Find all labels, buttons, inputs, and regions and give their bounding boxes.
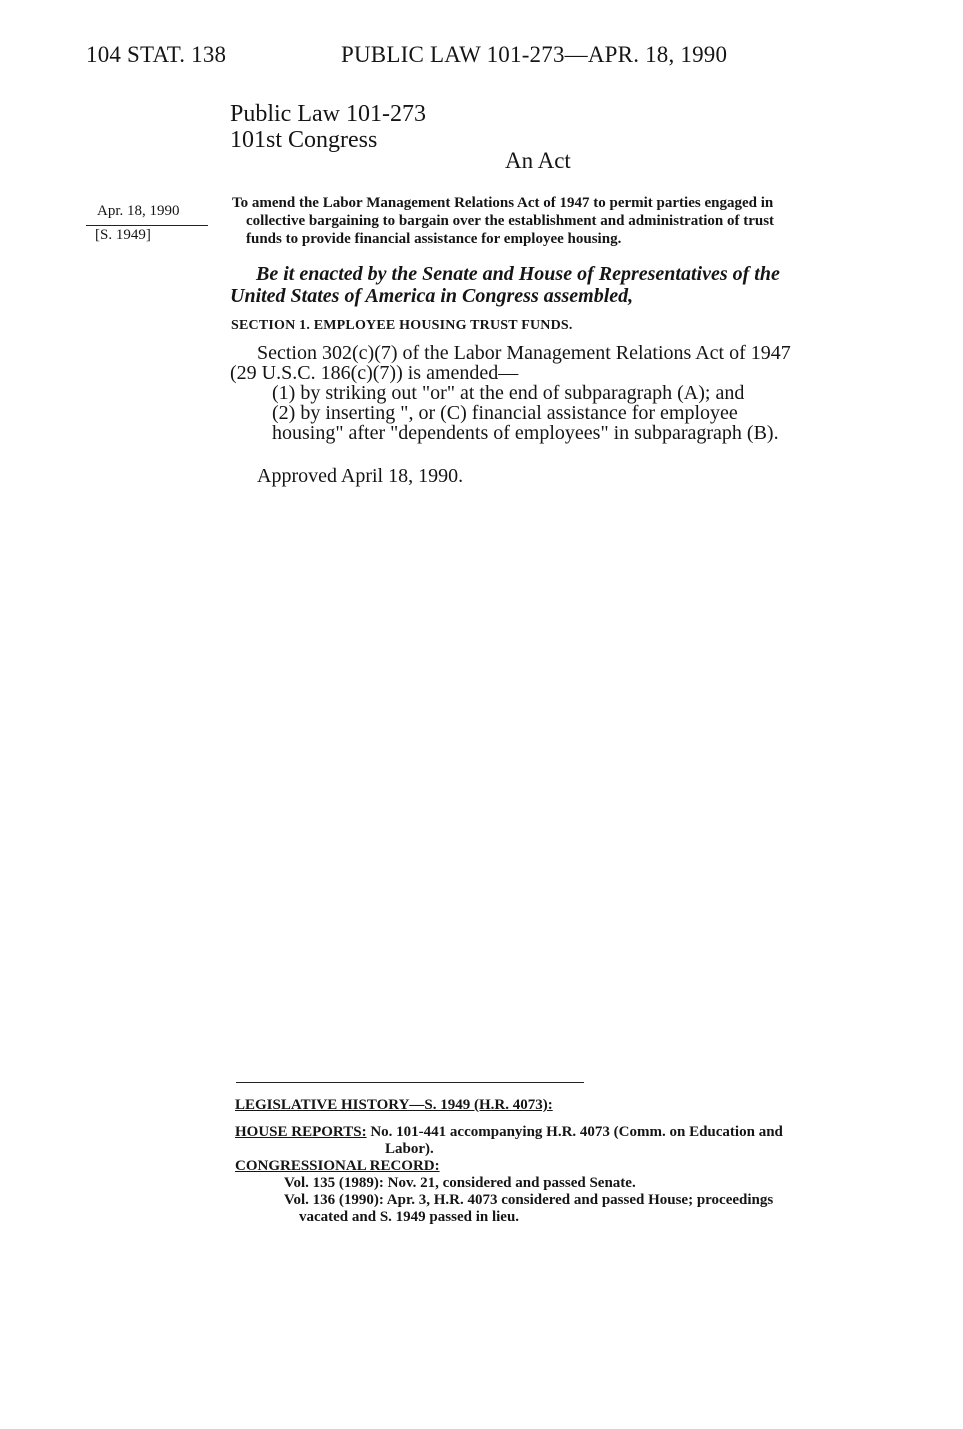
margin-bill-number: [S. 1949] [95,227,151,243]
purpose-statement [232,194,872,248]
house-reports-text: No. 101-441 accompanying H.R. 4073 (Comm. on Education and [370,1124,783,1140]
act-label: An Act [505,148,571,173]
house-reports-label: HOUSE REPORTS: [235,1124,367,1140]
congress-number: 101st Congress [230,127,378,153]
section-body [230,343,791,443]
public-law-number: Public Law 101-273 [230,101,426,127]
stat-page-reference: 104 STAT. 138 [86,42,227,67]
record-vol-136-continuation: vacated and S. 1949 passed in lieu. [299,1209,520,1225]
margin-date: Apr. 18, 1990 [97,203,180,219]
enacting-line: Be it enacted by the Senate and House of Representatives of the [256,263,780,285]
enacting-line: United States of America in Congress assembled, [230,285,634,307]
house-reports-continuation: Labor). [385,1141,434,1157]
record-vol-136: Vol. 136 (1990): Apr. 3, H.R. 4073 considered and passed House; proceedings [284,1192,774,1208]
purpose-line: funds to provide financial assistance for employee housing. [246,231,622,247]
section-text-line: (29 U.S.C. 186(c)(7)) is amended— [230,362,519,384]
section-text-line: Section 302(c)(7) of the Labor Management Relations Act of 1947 [257,342,791,364]
margin-divider [86,225,208,226]
purpose-line: collective bargaining to bargain over the establishment and administration of trust [246,213,775,229]
congressional-record-label: CONGRESSIONAL RECORD: [235,1158,440,1174]
house-reports-line [235,1124,783,1141]
approval-date: Approved April 18, 1990. [257,465,464,487]
record-vol-135: Vol. 135 (1989): Nov. 21, considered and passed Senate. [284,1175,636,1191]
section-heading: SECTION 1. EMPLOYEE HOUSING TRUST FUNDS. [231,318,573,333]
purpose-line: To amend the Labor Management Relations Act of 1947 to permit parties engaged in [232,195,774,211]
legislative-history [235,1097,783,1226]
running-head-law-title: PUBLIC LAW 101-273—APR. 18, 1990 [341,42,728,67]
amendment-item-continuation: housing" after "dependents of employees" in subparagraph (B). [272,422,779,444]
amendment-item: (1) by striking out "or" at the end of subparagraph (A); and [272,382,745,404]
amendment-item: (2) by inserting ", or (C) financial assistance for employee [272,402,738,424]
legislative-history-heading: LEGISLATIVE HISTORY—S. 1949 (H.R. 4073): [235,1097,553,1113]
footnote-divider [236,1082,584,1083]
enacting-clause [230,263,780,307]
